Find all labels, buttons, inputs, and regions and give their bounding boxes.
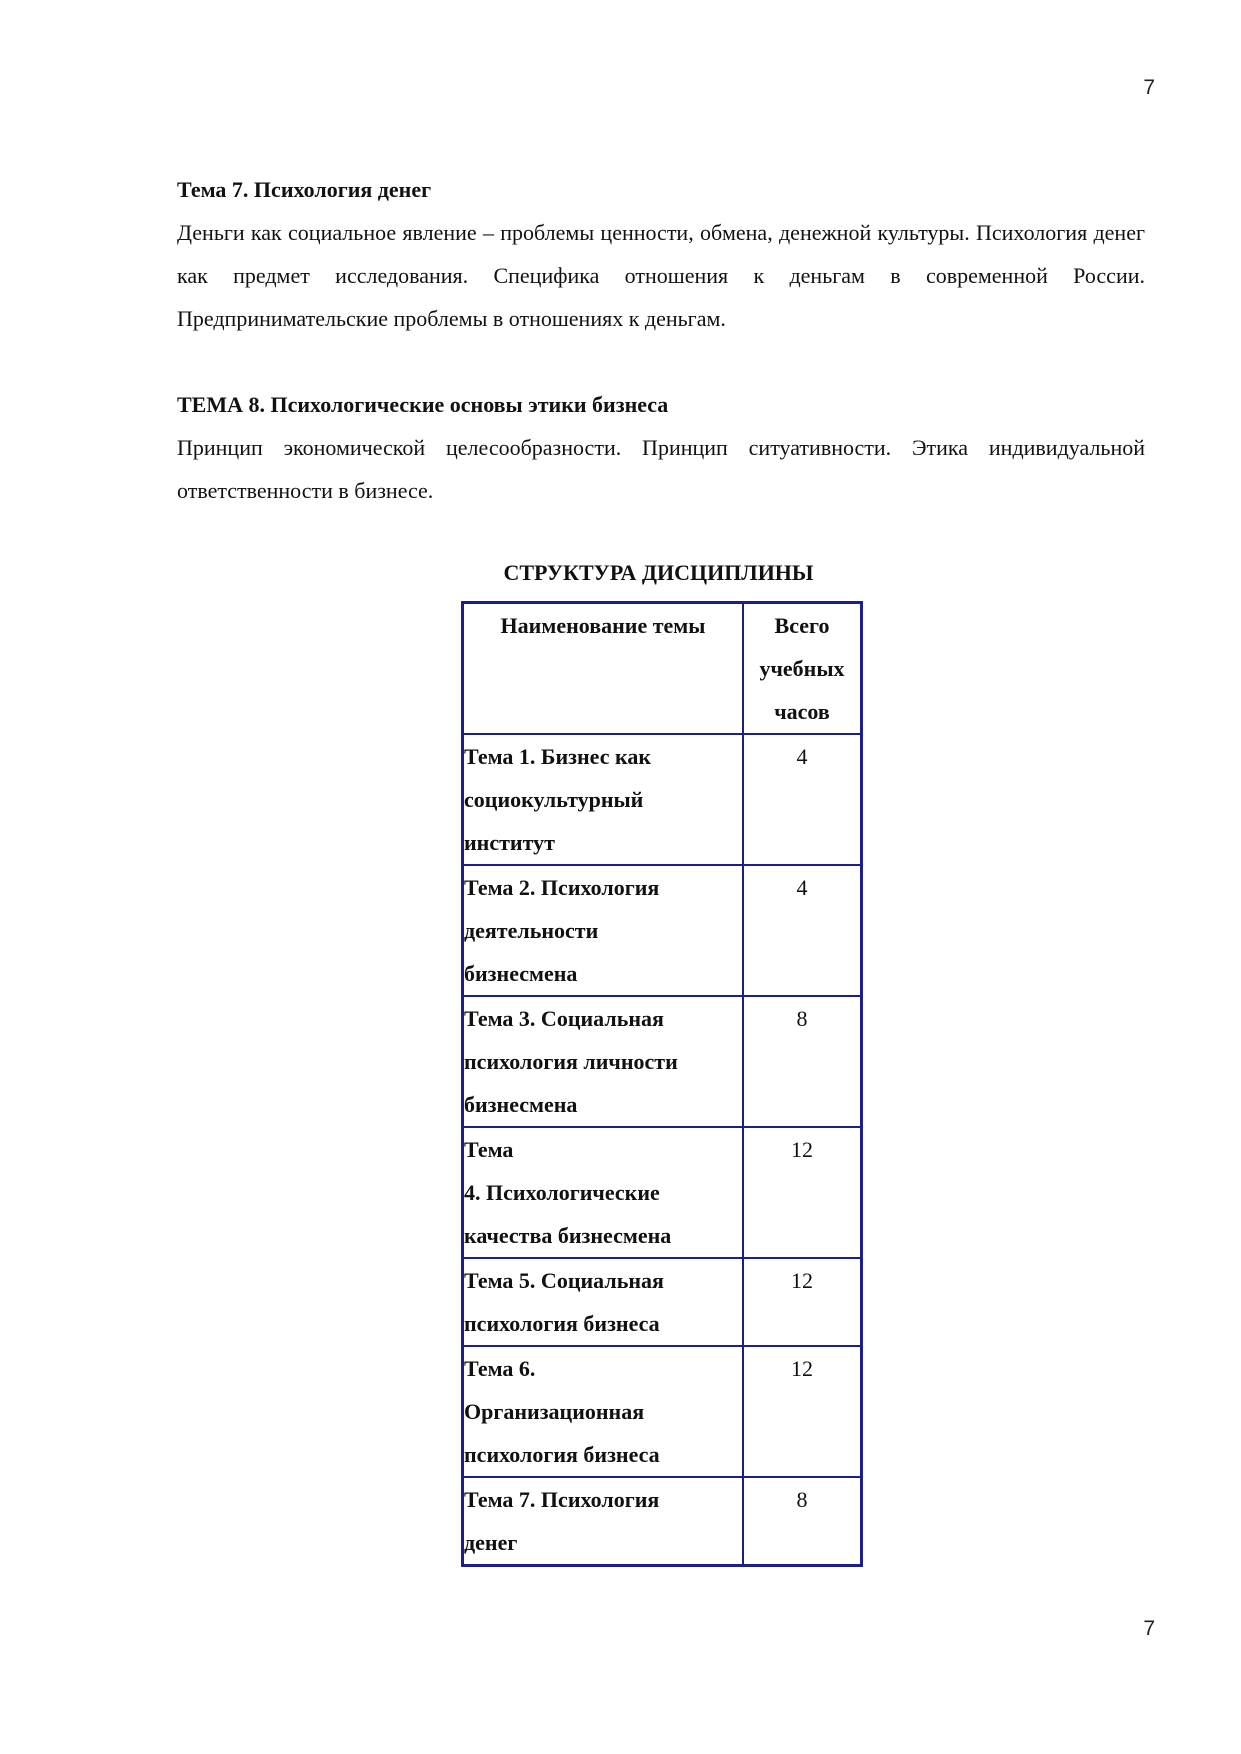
topic-cell <box>463 865 744 996</box>
topic-line: Тема 6. <box>464 1356 536 1381</box>
topic-cell <box>463 1258 744 1346</box>
header-total-hours <box>743 603 862 735</box>
topic-line: Тема <box>464 1137 514 1162</box>
table-row <box>463 1477 862 1566</box>
structure-table <box>461 601 863 1567</box>
topic-line: психология личности <box>464 1049 678 1074</box>
table-row <box>463 1346 862 1477</box>
topic-line: психология бизнеса <box>464 1311 660 1336</box>
topic-cell <box>463 734 744 865</box>
header-hours-line: часов <box>774 699 830 724</box>
section-text: Деньги как социальное явление – проблемы ценности, обмена, денежной культуры. Психология денег как предмет исследования. Специфика отношения к деньгам в современной России. Предпринимательские проблемы в отношениях к деньгам. <box>177 220 1145 331</box>
topic-line: качества бизнесмена <box>464 1223 672 1248</box>
topic-line: социокультурный <box>464 787 644 812</box>
header-hours-line: учебных <box>759 656 845 681</box>
topic-line: Тема 5. Социальная <box>464 1268 664 1293</box>
table-row <box>463 996 862 1127</box>
hours-cell: 4 <box>743 865 862 996</box>
hours-cell: 8 <box>743 996 862 1127</box>
hours-cell: 12 <box>743 1258 862 1346</box>
topic-line: деятельности <box>464 918 599 943</box>
structure-title-text: СТРУКТУРА ДИСЦИПЛИНЫ <box>503 560 814 585</box>
topic-line: денег <box>464 1530 518 1555</box>
hours-cell: 4 <box>743 734 862 865</box>
section-heading: Тема 7. Психология денег <box>177 177 432 202</box>
hours-cell: 8 <box>743 1477 862 1566</box>
hours-cell: 12 <box>743 1127 862 1258</box>
page-number-bottom: 7 <box>1143 1617 1155 1640</box>
structure-table-wrap <box>461 601 863 1567</box>
topic-cell <box>463 996 744 1127</box>
topic-line: Организационная <box>464 1399 645 1424</box>
topic-line: бизнесмена <box>464 1092 578 1117</box>
topic-line: Тема 7. Психология <box>464 1487 660 1512</box>
header-topic-name: Наименование темы <box>463 603 744 735</box>
table-header-row <box>463 603 862 735</box>
header-hours-line: Всего <box>774 613 830 638</box>
topic-line: Тема 3. Социальная <box>464 1006 664 1031</box>
topic-line: Тема 1. Бизнес как <box>464 744 651 769</box>
topic-cell <box>463 1477 744 1566</box>
topic-cell <box>463 1127 744 1258</box>
topic-line: 4. Психологические <box>464 1180 660 1205</box>
section-text: Принцип экономической целесообразности. Принцип ситуативности. Этика индивидуальной ответственности в бизнесе. <box>177 435 1145 503</box>
topic-line: институт <box>464 830 555 855</box>
topic-line: бизнесмена <box>464 961 578 986</box>
section-topic-8 <box>177 383 1145 512</box>
table-row <box>463 734 862 865</box>
section-topic-7 <box>177 168 1145 340</box>
topic-line: психология бизнеса <box>464 1442 660 1467</box>
document-body <box>177 168 1145 512</box>
section-heading: ТЕМА 8. Психологические основы этики бизнеса <box>177 392 669 417</box>
topic-cell <box>463 1346 744 1477</box>
table-row <box>463 1127 862 1258</box>
table-row <box>463 1258 862 1346</box>
hours-cell: 12 <box>743 1346 862 1477</box>
page-number-top: 7 <box>1143 76 1155 99</box>
table-row <box>463 865 862 996</box>
topic-line: Тема 2. Психология <box>464 875 660 900</box>
structure-title <box>0 555 1241 591</box>
